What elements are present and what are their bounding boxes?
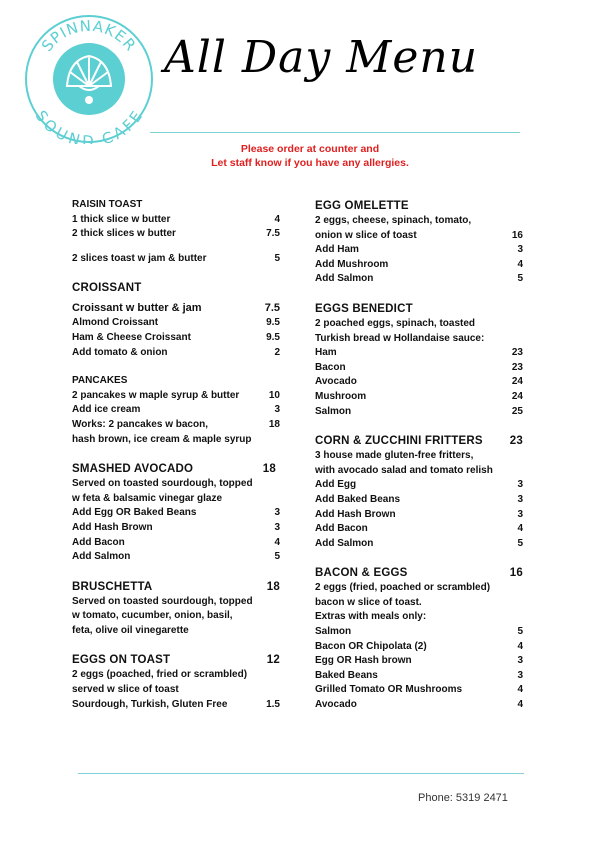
menu-item bbox=[72, 213, 280, 228]
menu-item bbox=[315, 669, 523, 684]
item-name: Almond Croissant bbox=[72, 317, 159, 329]
item-name: 1 thick slice w butter bbox=[72, 213, 171, 225]
item-name: 2 thick slices w butter bbox=[72, 228, 176, 240]
menu-item bbox=[72, 550, 280, 565]
notice-line-2: Let staff know if you have any allergies. bbox=[211, 157, 409, 169]
menu-item bbox=[315, 258, 523, 273]
section-raisin-toast bbox=[72, 198, 280, 266]
item-price: 7.5 bbox=[264, 302, 280, 315]
item-price: 3 bbox=[517, 669, 523, 681]
section-heading-row bbox=[315, 433, 523, 449]
item-name: Mushroom bbox=[315, 390, 367, 402]
section-fritters bbox=[315, 433, 523, 551]
menu-item bbox=[315, 361, 523, 376]
item-name: Works: 2 pancakes w bacon, bbox=[72, 418, 208, 430]
item-price: 4 bbox=[274, 536, 280, 548]
item-price: 7.5 bbox=[266, 228, 280, 240]
item-description: bacon w slice of toast. bbox=[315, 596, 422, 608]
item-price: 4 bbox=[517, 684, 523, 696]
menu-item bbox=[72, 403, 280, 418]
item-price: 9.5 bbox=[266, 317, 280, 329]
item-price: 24 bbox=[511, 376, 523, 388]
item-description: onion w slice of toast bbox=[315, 229, 417, 241]
menu-item bbox=[315, 537, 523, 552]
item-price: 9.5 bbox=[266, 331, 280, 343]
item-price: 2 bbox=[274, 346, 280, 358]
item-name: Bacon OR Chipolata (2) bbox=[315, 640, 427, 652]
cafe-logo bbox=[24, 14, 154, 144]
section-price: 23 bbox=[509, 435, 523, 448]
section-heading: BACON & EGGS bbox=[315, 567, 408, 580]
item-name: Add Salmon bbox=[315, 273, 374, 285]
item-name: Add Salmon bbox=[315, 537, 374, 549]
menu-item bbox=[315, 698, 523, 713]
item-price: 5 bbox=[517, 273, 523, 285]
menu-item bbox=[72, 346, 280, 361]
section-eggs-on-toast bbox=[72, 652, 280, 712]
menu-item bbox=[315, 478, 523, 493]
section-heading: PANCAKES bbox=[72, 375, 128, 387]
item-price: 5 bbox=[517, 537, 523, 549]
section-heading-row bbox=[72, 461, 276, 477]
menu-item bbox=[72, 252, 280, 267]
item-description: 2 eggs (poached, fried or scrambled) bbox=[72, 669, 248, 681]
item-name: Add ice cream bbox=[72, 404, 141, 416]
menu-item bbox=[72, 418, 280, 433]
item-price: 3 bbox=[274, 507, 280, 519]
item-price: 4 bbox=[517, 699, 523, 711]
item-name: Add Bacon bbox=[72, 536, 125, 548]
item-price: 24 bbox=[511, 390, 523, 402]
menu-column-left bbox=[72, 198, 280, 712]
item-price: 4 bbox=[274, 213, 280, 225]
item-name: Sourdough, Turkish, Gluten Free bbox=[72, 698, 228, 710]
item-price: 4 bbox=[517, 640, 523, 652]
item-name: Salmon bbox=[315, 626, 352, 638]
item-name: Salmon bbox=[315, 405, 352, 417]
section-eggs-benedict bbox=[315, 301, 523, 419]
menu-item bbox=[72, 331, 280, 346]
section-heading-row bbox=[315, 565, 523, 581]
item-name: Add Egg bbox=[315, 479, 357, 491]
section-heading: EGG OMELETTE bbox=[315, 200, 409, 212]
item-price: 18 bbox=[268, 418, 280, 430]
menu-item bbox=[315, 346, 523, 361]
item-name: Add Bacon bbox=[315, 523, 368, 535]
item-price: 4 bbox=[517, 523, 523, 535]
page-title: All Day Menu bbox=[164, 32, 479, 83]
logo-top-text: SPINNAKER bbox=[37, 16, 140, 55]
logo-bottom-text: SOUND CAFE bbox=[31, 107, 147, 144]
item-description: 3 house made gluten-free fritters, bbox=[315, 450, 474, 462]
section-heading-row bbox=[72, 579, 280, 595]
item-price: 3 bbox=[517, 244, 523, 256]
item-name: Add Hash Brown bbox=[315, 508, 396, 520]
item-description: Served on toasted sourdough, topped bbox=[72, 478, 253, 490]
item-price: 4 bbox=[517, 258, 523, 270]
section-egg-omelette bbox=[315, 198, 523, 287]
item-price: 5 bbox=[274, 551, 280, 563]
item-name: Add Ham bbox=[315, 244, 359, 256]
section-heading: RAISIN TOAST bbox=[72, 199, 143, 210]
section-heading-row bbox=[72, 652, 280, 668]
item-price: 23 bbox=[511, 361, 523, 373]
item-name: Bacon bbox=[315, 361, 346, 373]
item-price: 3 bbox=[517, 508, 523, 520]
menu-item bbox=[315, 375, 523, 390]
item-description: w feta & balsamic vinegar glaze bbox=[72, 492, 223, 504]
item-description: 2 poached eggs, spinach, toasted bbox=[315, 317, 476, 329]
item-name: Add Egg OR Baked Beans bbox=[72, 507, 197, 519]
menu-item bbox=[315, 683, 523, 698]
menu-item bbox=[72, 698, 280, 713]
menu-item bbox=[315, 243, 523, 258]
item-description: feta, olive oil vinegarette bbox=[72, 624, 189, 636]
section-price: 18 bbox=[262, 463, 276, 476]
item-description: hash brown, ice cream & maple syrup bbox=[72, 433, 252, 445]
menu-item bbox=[72, 227, 280, 242]
order-notice bbox=[160, 142, 460, 170]
item-name: Grilled Tomato OR Mushrooms bbox=[315, 684, 463, 696]
item-price: 3 bbox=[274, 404, 280, 416]
section-bacon-eggs bbox=[315, 565, 523, 712]
item-name: Egg OR Hash brown bbox=[315, 655, 412, 667]
item-name: Add Hash Brown bbox=[72, 521, 153, 533]
menu-item bbox=[72, 389, 280, 404]
item-name: Add Baked Beans bbox=[315, 493, 401, 505]
section-heading: EGGS ON TOAST bbox=[72, 654, 171, 667]
item-name: Add Mushroom bbox=[315, 258, 389, 270]
item-name: Ham bbox=[315, 347, 337, 359]
item-name: Add tomato & onion bbox=[72, 346, 168, 358]
item-price: 3 bbox=[274, 521, 280, 533]
item-price: 5 bbox=[517, 626, 523, 638]
menu-item bbox=[72, 316, 280, 331]
section-pancakes bbox=[72, 374, 280, 447]
bottom-divider bbox=[78, 773, 524, 774]
item-price: 25 bbox=[511, 405, 523, 417]
menu-item bbox=[315, 508, 523, 523]
menu-column-right bbox=[315, 198, 523, 713]
section-heading: CORN & ZUCCHINI FRITTERS bbox=[315, 435, 483, 448]
top-divider bbox=[150, 132, 520, 133]
shell-icon bbox=[24, 14, 154, 144]
item-description: with avocado salad and tomato relish bbox=[315, 464, 493, 476]
section-heading: SMASHED AVOCADO bbox=[72, 463, 194, 476]
notice-line-1: Please order at counter and bbox=[240, 143, 380, 155]
item-description: Served on toasted sourdough, topped bbox=[72, 595, 253, 607]
section-heading: EGGS BENEDICT bbox=[315, 302, 413, 315]
item-description: Extras with meals only: bbox=[315, 611, 427, 623]
item-name: Avocado bbox=[315, 376, 357, 388]
menu-item bbox=[72, 521, 280, 536]
item-name: Add Salmon bbox=[72, 551, 131, 563]
item-name: 2 pancakes w maple syrup & butter bbox=[72, 389, 240, 401]
menu-item bbox=[315, 640, 523, 655]
item-name: Baked Beans bbox=[315, 669, 378, 681]
menu-item bbox=[315, 390, 523, 405]
section-croissant bbox=[72, 280, 280, 360]
phone-number: Phone: 5319 2471 bbox=[418, 792, 508, 804]
item-price: 1.5 bbox=[266, 698, 280, 710]
section-heading: BRUSCHETTA bbox=[72, 580, 153, 593]
menu-item bbox=[315, 654, 523, 669]
menu-item bbox=[315, 229, 523, 244]
item-price: 23 bbox=[511, 347, 523, 359]
section-price: 12 bbox=[266, 654, 280, 667]
item-price: 5 bbox=[274, 252, 280, 264]
menu-item bbox=[72, 536, 280, 551]
item-price: 16 bbox=[511, 229, 523, 241]
item-price: 3 bbox=[517, 493, 523, 505]
menu-item bbox=[315, 625, 523, 640]
item-description: served w slice of toast bbox=[72, 684, 179, 696]
section-heading: CROISSANT bbox=[72, 282, 142, 295]
menu-item bbox=[315, 522, 523, 537]
item-description: w tomato, cucumber, onion, basil, bbox=[72, 610, 233, 622]
item-price: 3 bbox=[517, 655, 523, 667]
item-name: 2 slices toast w jam & butter bbox=[72, 252, 207, 264]
menu-item bbox=[72, 506, 280, 521]
section-smashed-avocado bbox=[72, 461, 280, 565]
item-name: Croissant w butter & jam bbox=[72, 302, 202, 315]
item-price: 3 bbox=[517, 479, 523, 491]
item-name: Avocado bbox=[315, 699, 357, 711]
item-name: Ham & Cheese Croissant bbox=[72, 331, 191, 343]
menu-item bbox=[72, 300, 280, 316]
item-price: 10 bbox=[268, 389, 280, 401]
menu-item bbox=[315, 272, 523, 287]
menu-item bbox=[315, 493, 523, 508]
section-price: 18 bbox=[266, 580, 280, 593]
item-description: Turkish bread w Hollandaise sauce: bbox=[315, 332, 485, 344]
menu-item bbox=[315, 405, 523, 420]
section-bruschetta bbox=[72, 579, 280, 639]
section-price: 16 bbox=[509, 567, 523, 580]
item-description: 2 eggs (fried, poached or scrambled) bbox=[315, 582, 491, 594]
item-description: 2 eggs, cheese, spinach, tomato, bbox=[315, 215, 472, 226]
